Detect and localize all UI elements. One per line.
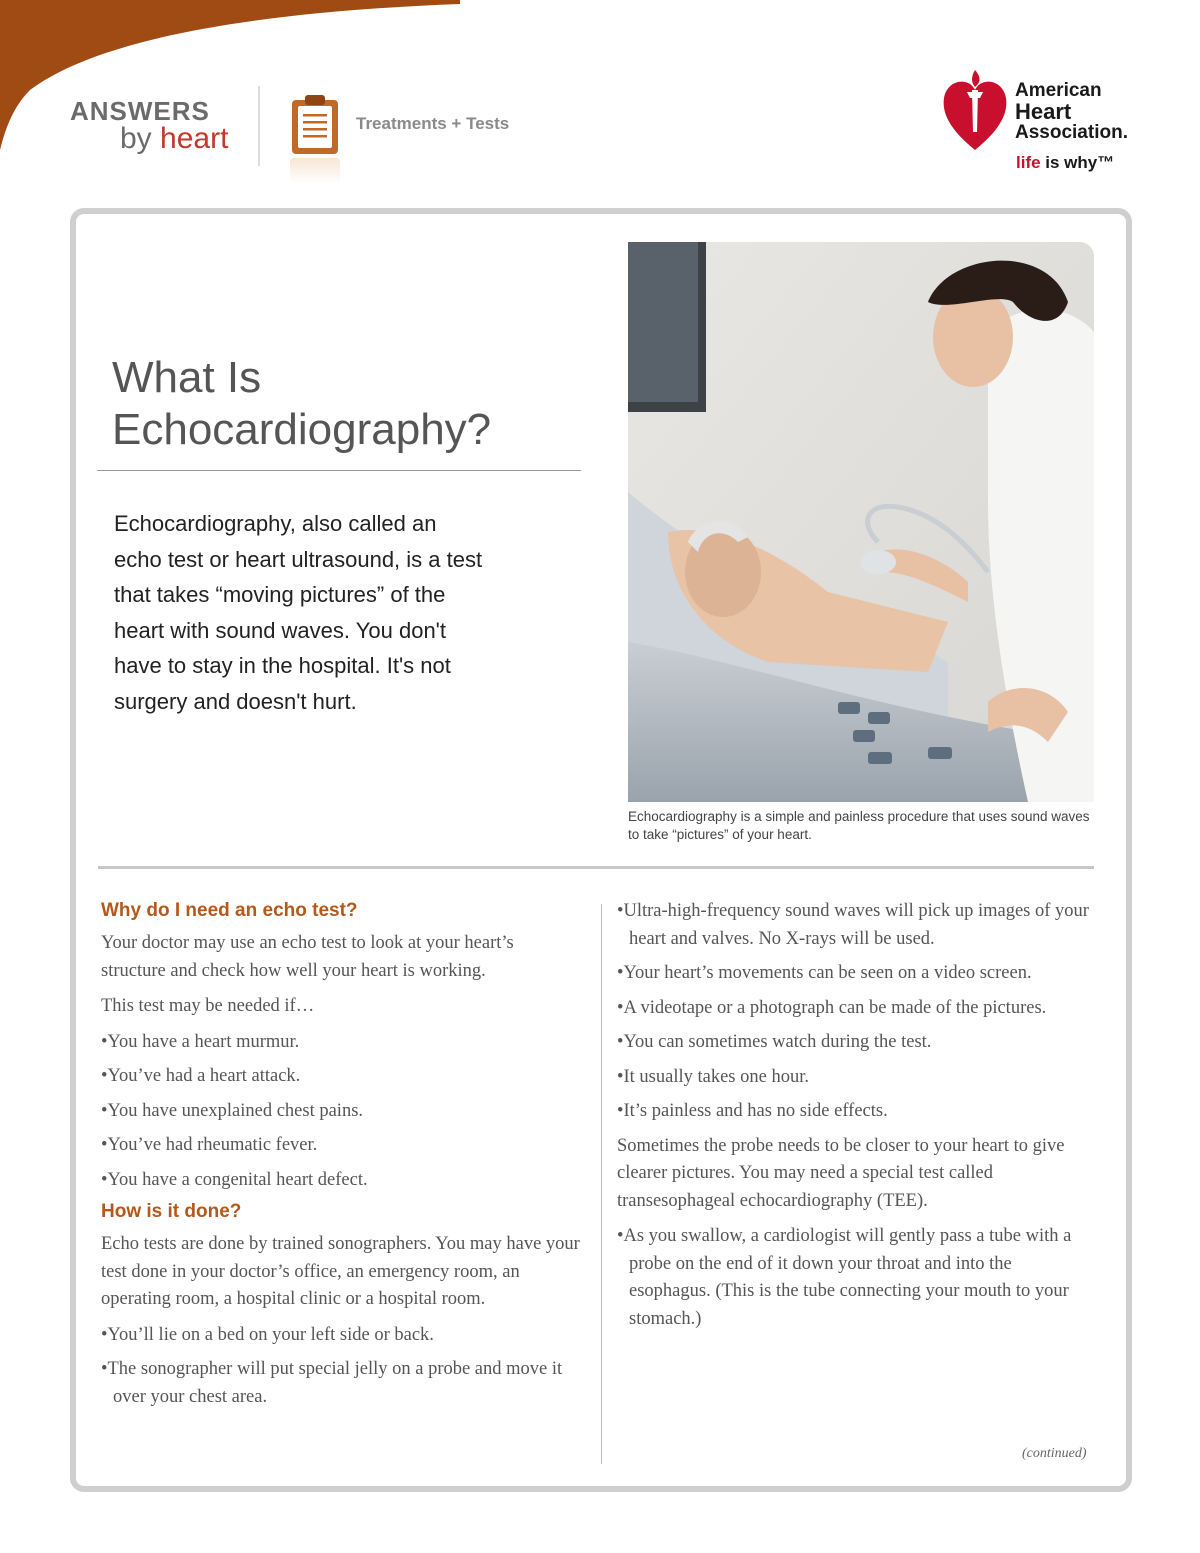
needed-if-paragraph: This test may be needed if…: [101, 996, 315, 1016]
reasons-list: [101, 1029, 581, 1195]
list-item: • As you swallow, a cardiologist will gently pass a tube with a probe on the end of it down your throat and into the esophagus. (This is the tube connecting your mouth to your stomach.): [617, 1223, 1097, 1333]
brand-by-heart: [120, 122, 228, 156]
clipboard-reflection: [290, 158, 340, 184]
list-item: • You’ll lie on a bed on your left side or back.: [101, 1322, 581, 1350]
page-title: [112, 352, 592, 456]
list-item: • Ultra-high-frequency sound waves will pick up images of your heart and valves. No X-rays will be used.: [617, 898, 1097, 953]
tee-paragraph: Sometimes the probe needs to be closer to your heart to give clearer pictures. You may need a special test called transesophageal echocardiography (TEE).: [617, 1135, 1065, 1211]
heading-why-echo: Why do I need an echo test?: [101, 900, 358, 921]
title-line1: What Is: [112, 353, 262, 402]
left-column: [101, 898, 581, 1418]
aha-name-line1: American: [1015, 80, 1102, 101]
aha-name-line2: Heart: [1015, 99, 1072, 124]
list-item: • You’ve had a heart attack.: [101, 1063, 581, 1091]
list-item: • The sonographer will put special jelly on a probe and move it over your chest area.: [101, 1356, 581, 1411]
aha-tagline: [1016, 153, 1114, 173]
tee-list: [617, 1223, 1097, 1333]
photo-caption: Echocardiography is a simple and painless procedure that uses sound waves to take “pictures” of your heart.: [628, 809, 1090, 842]
brand-by: by: [120, 122, 161, 155]
list-item: • You’ve had rheumatic fever.: [101, 1132, 581, 1160]
list-item: • It’s painless and has no side effects.: [617, 1098, 1097, 1126]
heading-how-done: How is it done?: [101, 1201, 242, 1222]
brand-answers: ANSWERS: [70, 96, 210, 126]
aha-tagline-rest: is why™: [1040, 153, 1115, 172]
brand-heart: heart: [160, 122, 229, 155]
how-paragraph: Echo tests are done by trained sonographers. You may have your test done in your doctor’s office, an emergency room, an operating room, a hospital clinic or a hospital room.: [101, 1234, 580, 1309]
list-item: • It usually takes one hour.: [617, 1064, 1097, 1092]
list-item: • Your heart’s movements can be seen on a video screen.: [617, 960, 1097, 988]
echo-procedure-photo: [628, 242, 1094, 802]
section-divider: [98, 866, 1094, 869]
title-line2: Echocardiography?: [112, 405, 492, 454]
procedure-details-list: [617, 898, 1097, 1126]
aha-wordmark: [1015, 80, 1128, 143]
list-item: • You can sometimes watch during the test.: [617, 1029, 1097, 1057]
list-item: • You have a heart murmur.: [101, 1029, 581, 1057]
list-item: • A videotape or a photograph can be made of the pictures.: [617, 995, 1097, 1023]
aha-tagline-life: life: [1016, 153, 1041, 172]
header-divider: [258, 86, 260, 166]
column-divider: [601, 904, 602, 1464]
clipboard-icon: [290, 92, 340, 156]
list-item: • You have a congenital heart defect.: [101, 1167, 581, 1195]
title-rule: [97, 470, 581, 471]
aha-name-line3: Association.: [1015, 122, 1128, 143]
section-label: Treatments + Tests: [356, 114, 510, 133]
why-paragraph: Your doctor may use an echo test to look at your heart’s structure and check how well your heart is working.: [101, 933, 514, 981]
right-column: [617, 898, 1097, 1340]
aha-heart-torch-icon: [940, 68, 1010, 152]
procedure-list: [101, 1322, 581, 1412]
intro-text: Echocardiography, also called an echo test or heart ultrasound, is a test that takes “moving pictures” of the heart with sound waves. You don't have to stay in the hospital. It's not surgery and doesn't hurt.: [114, 511, 483, 714]
continued-note: (continued): [1022, 1446, 1087, 1461]
list-item: • You have unexplained chest pains.: [101, 1098, 581, 1126]
